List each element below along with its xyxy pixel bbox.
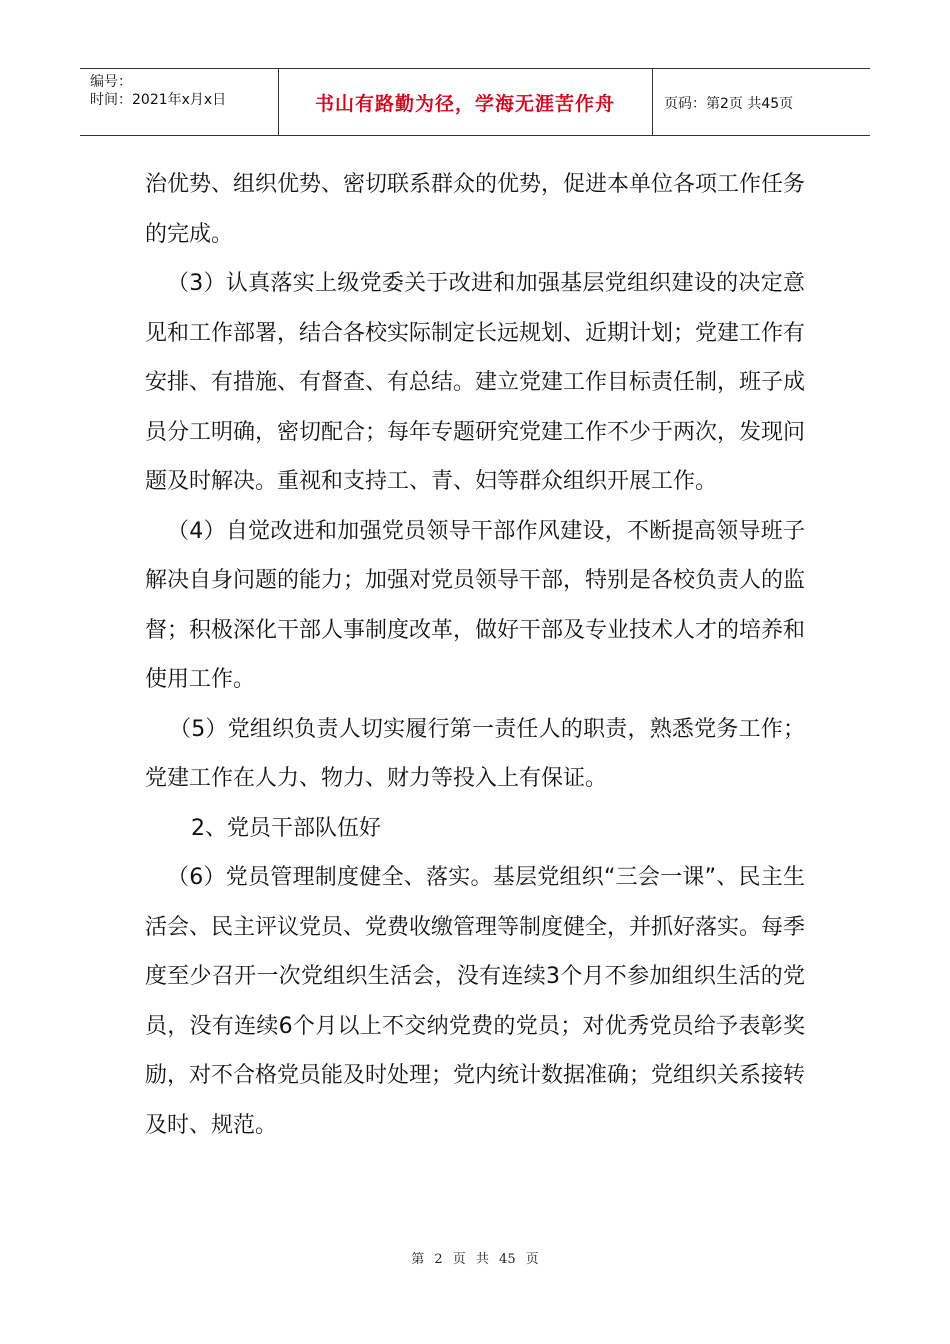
- page-footer: 第 2 页 共 45 页: [411, 1252, 539, 1267]
- paragraph-item-3: （3）认真落实上级党委关于改进和加强基层党组织建设的决定意见和工作部署，结合各校实际制定长远规划、近期计划；党建工作有安排、有措施、有督查、有总结。建立党建工作目标责任制，班子成员分工明确，密切配合；每年专题研究党建工作不少于两次，发现问题及时解决。重视和支持工、青、妇等群众组织开展工作。: [145, 271, 806, 494]
- header-motto: 书山有路勤为径，学海无涯苦作舟: [314, 93, 615, 115]
- document-body: [145, 160, 805, 1150]
- document-number-label: 编号：: [90, 74, 132, 90]
- paragraph-item-4: （4）自觉改进和加强党员领导干部作风建设，不断提高领导班子解决自身问题的能力；加强对党员领导干部，特别是各校负责人的监督；积极深化干部人事制度改革，做好干部及专业技术人才的培养和使用工作。: [145, 518, 806, 692]
- paragraph-continuation: 治优势、组织优势、密切联系群众的优势，促进本单位各项工作任务的完成。: [145, 172, 806, 247]
- paragraph-item-5: （5）党组织负责人切实履行第一责任人的职责，熟悉党务工作；党建工作在人力、物力、财力等投入上有保证。: [145, 716, 805, 791]
- page-header: [80, 68, 870, 136]
- paragraph-item-6: （6）党员管理制度健全、落实。基层党组织“三会一课”、民主生活会、民主评议党员、党费收缴管理等制度健全，并抓好落实。每季度至少召开一次党组织生活会，没有连续3个月不参加组织生活的党员，没有连续6个月以上不交纳党费的党员；对优秀党员给予表彰奖励，对不合格党员能及时处理；党内统计数据准确；党组织关系接转及时、规范。: [145, 865, 806, 1138]
- header-page-code: 页码：第2页 共45页: [664, 96, 794, 112]
- header-page-cell: [652, 69, 870, 135]
- section-heading-2: 2、党员干部队伍好: [191, 815, 381, 841]
- header-motto-cell: [278, 69, 653, 135]
- header-meta-cell: [80, 69, 279, 135]
- document-time-label: 时间：2021年x月x日: [90, 92, 227, 108]
